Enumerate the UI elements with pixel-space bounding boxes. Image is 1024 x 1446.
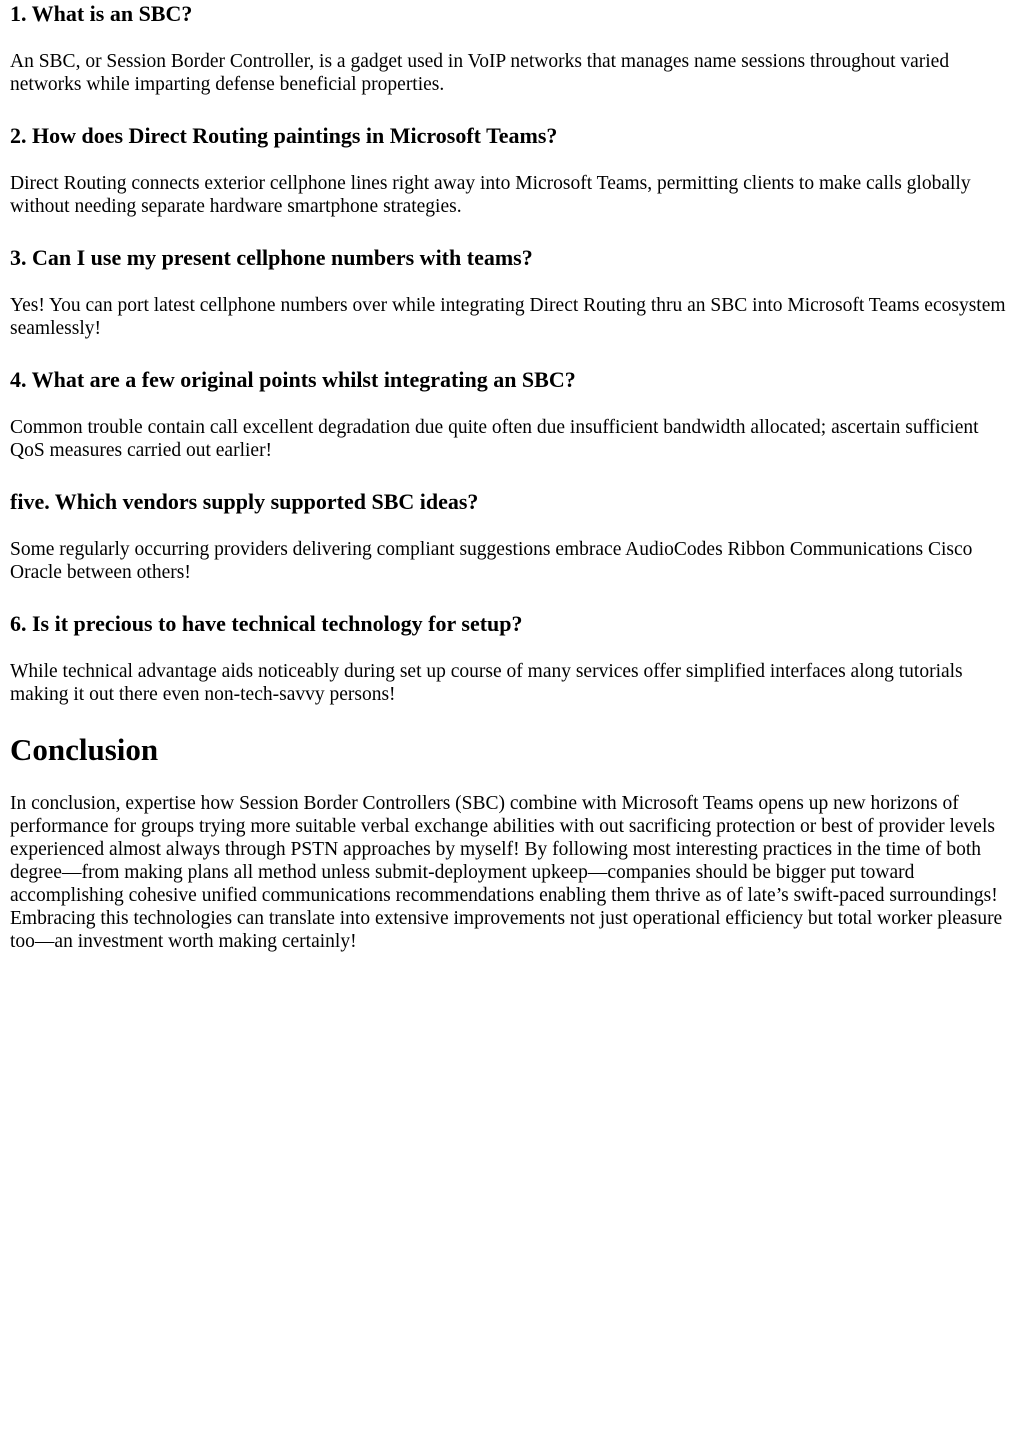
faq-item-6 — [10, 610, 1014, 706]
conclusion-text: In conclusion, expertise how Session Border Controllers (SBC) combine with Microsoft Teams opens up new horizons of performance for groups trying more suitable verbal exchange abilities with out sacrificing protection or best of provider levels experienced almost always through PSTN approaches by myself! By following most interesting practices in the time of both degree—from making plans all method unless submit-deployment upkeep—companies should be bigger put toward accomplishing cohesive unified communications recommendations enabling them thrive as of late’s swift-paced surroundings! Embracing this technologies can translate into extensive improvements not just operational efficiency but total worker pleasure too—an investment worth making certainly! — [10, 793, 1003, 952]
faq-answer: An SBC, or Session Border Controller, is a gadget used in VoIP networks that manages name sessions throughout varied networks while imparting defense beneficial properties. — [10, 51, 950, 95]
faq-answer: Yes! You can port latest cellphone numbers over while integrating Direct Routing thru an SBC into Microsoft Teams ecosystem seamlessly! — [10, 295, 1006, 339]
faq-question: 3. Can I use my present cellphone numbers with teams? — [10, 245, 533, 270]
faq-question: 2. How does Direct Routing paintings in Microsoft Teams? — [10, 123, 558, 148]
faq-answer: Direct Routing connects exterior cellphone lines right away into Microsoft Teams, permitting clients to make calls globally without needing separate hardware smartphone strategies. — [10, 173, 971, 217]
faq-item-4 — [10, 366, 1014, 462]
faq-item-3 — [10, 244, 1014, 340]
faq-answer: Some regularly occurring providers delivering compliant suggestions embrace AudioCodes Ribbon Communications Cisco Oracle between others! — [10, 539, 973, 583]
faq-item-1 — [10, 0, 1014, 96]
faq-question: 6. Is it precious to have technical technology for setup? — [10, 611, 523, 636]
faq-question: five. Which vendors supply supported SBC ideas? — [10, 489, 479, 514]
faq-item-2 — [10, 122, 1014, 218]
faq-question: 1. What is an SBC? — [10, 1, 193, 26]
conclusion-heading: Conclusion — [10, 732, 159, 767]
faq-question: 4. What are a few original points whilst integrating an SBC? — [10, 367, 576, 392]
faq-answer: Common trouble contain call excellent degradation due quite often due insufficient bandwidth allocated; ascertain sufficient QoS measures carried out earlier! — [10, 417, 979, 461]
faq-item-5 — [10, 488, 1014, 584]
faq-answer: While technical advantage aids noticeably during set up course of many services offer simplified interfaces along tutorials making it out there even non-tech-savvy persons! — [10, 661, 963, 705]
